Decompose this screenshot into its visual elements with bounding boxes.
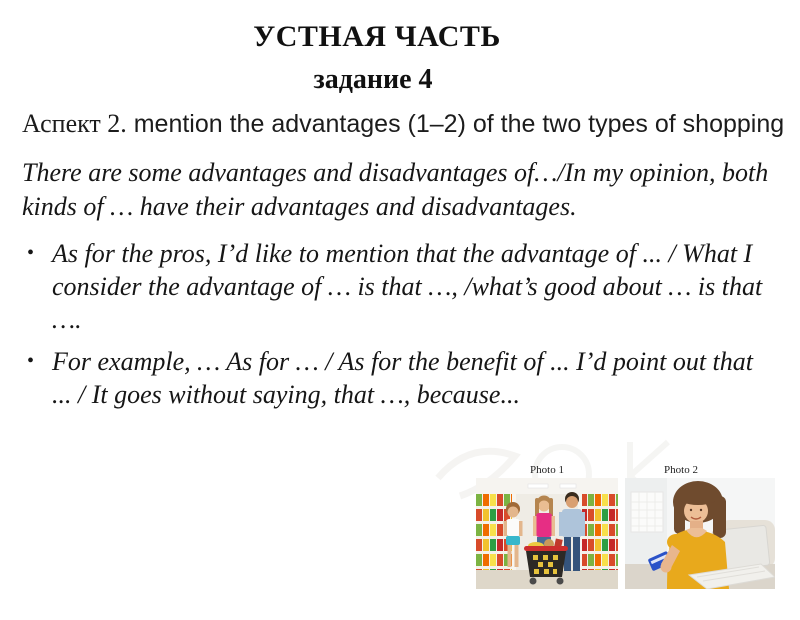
list-item [27,237,782,336]
bullet-list [27,237,782,411]
aspect-text-en: mention the advantages (1–2) of the two types of shopping [126,110,785,139]
list-item [27,345,782,411]
photo2-figure [625,464,775,589]
aspect-heading [22,105,786,143]
slide-canvas [0,20,800,620]
bullet-text-2: For example, … As for … / As for the benefit of ... I’d point out that ... / It goes without saying, that …, because... [52,347,753,410]
intro-paragraph: There are some advantages and disadvantages of…/In my opinion, both kinds of … have their advantages and disadvantages. [22,158,769,222]
slide-subtitle: задание 4 [313,64,433,95]
photo1-label: Photo 1 [530,464,564,476]
aspect-label-ru: Аспект 2. [22,109,127,139]
photo2-label: Photo 2 [664,464,698,476]
bullet-icon: • [27,242,35,265]
bullet-icon: • [27,350,35,373]
photo1-figure [476,464,618,589]
photo1-supermarket-image [476,478,618,589]
bullet-text-1: As for the pros, I’d like to mention that the advantage of ... / What I consider the advantage of … is that …, /what’s good about … is that …. [52,239,763,335]
slide-title: УСТНАЯ ЧАСТЬ [253,20,501,53]
photo2-online-shopping-image [625,478,775,589]
